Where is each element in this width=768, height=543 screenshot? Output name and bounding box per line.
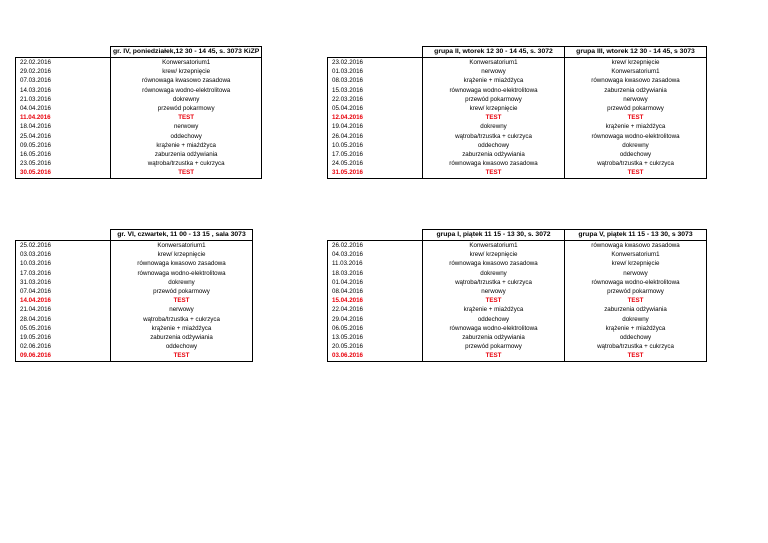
topic-cell: równowaga wodno-elektrolitowa — [111, 86, 262, 95]
schedule-block-monday — [15, 46, 262, 179]
topic-cell: zaburzenia odżywiania — [423, 333, 565, 342]
table-row — [16, 122, 262, 131]
table-row — [328, 351, 707, 361]
table-row — [16, 104, 262, 113]
topic-cell: TEST — [565, 168, 707, 178]
table-row — [328, 159, 707, 168]
date-cell: 23.02.2016 — [328, 58, 423, 68]
table-row — [16, 278, 253, 287]
topic-cell: dokrewny — [111, 278, 253, 287]
table-row — [16, 305, 253, 314]
date-cell: 16.05.2016 — [16, 150, 111, 159]
header-row — [328, 47, 707, 58]
date-cell: 29.04.2016 — [328, 315, 423, 324]
topic-cell: TEST — [423, 168, 565, 178]
table-row — [328, 150, 707, 159]
date-cell: 23.05.2016 — [16, 159, 111, 168]
header-blank-cell — [16, 230, 111, 241]
date-cell: 17.03.2016 — [16, 269, 111, 278]
topic-cell: TEST — [423, 113, 565, 122]
table-row — [328, 342, 707, 351]
table-row — [16, 259, 253, 268]
table-row — [16, 67, 262, 76]
date-cell: 05.04.2016 — [328, 104, 423, 113]
header-blank-cell — [16, 47, 111, 58]
topic-cell: TEST — [111, 113, 262, 122]
topic-cell: dokrewny — [565, 315, 707, 324]
table-row — [328, 241, 707, 251]
header-row — [16, 230, 253, 241]
topic-cell: TEST — [111, 296, 253, 305]
topic-cell: przewód pokarmowy — [111, 287, 253, 296]
topic-cell: Konwersatorium1 — [423, 58, 565, 68]
table-row — [16, 159, 262, 168]
date-cell: 09.05.2016 — [16, 141, 111, 150]
header-blank-cell — [328, 230, 423, 241]
date-cell: 06.05.2016 — [328, 324, 423, 333]
date-cell: 22.02.2016 — [16, 58, 111, 68]
table-row — [328, 76, 707, 85]
topic-cell: oddechowy — [111, 132, 262, 141]
topic-cell: przewód pokarmowy — [423, 95, 565, 104]
table-row — [328, 259, 707, 268]
topic-cell: oddechowy — [423, 141, 565, 150]
table-row — [328, 287, 707, 296]
topic-cell: Konwersatorium1 — [565, 250, 707, 259]
table-row — [16, 296, 253, 305]
date-cell: 19.05.2016 — [16, 333, 111, 342]
table-row — [16, 287, 253, 296]
topic-cell: TEST — [423, 296, 565, 305]
schedule-body — [328, 230, 707, 362]
header-row — [16, 47, 262, 58]
topic-cell: równowaga wodno-elektrolitowa — [565, 278, 707, 287]
table-row — [16, 76, 262, 85]
topic-cell: TEST — [111, 351, 253, 361]
table-row — [328, 132, 707, 141]
topic-cell: krążenie + miażdżyca — [111, 324, 253, 333]
date-cell: 25.04.2016 — [16, 132, 111, 141]
date-cell: 26.02.2016 — [328, 241, 423, 251]
topic-cell: oddechowy — [565, 150, 707, 159]
topic-cell: oddechowy — [423, 315, 565, 324]
date-cell: 08.04.2016 — [328, 287, 423, 296]
table-row — [16, 333, 253, 342]
date-cell: 21.03.2016 — [16, 95, 111, 104]
table-row — [328, 333, 707, 342]
topic-cell: przewód pokarmowy — [111, 104, 262, 113]
table-row — [328, 67, 707, 76]
topic-cell: dokrewny — [111, 95, 262, 104]
topic-cell: równowaga kwasowo zasadowa — [423, 159, 565, 168]
date-cell: 15.04.2016 — [328, 296, 423, 305]
date-cell: 11.03.2016 — [328, 259, 423, 268]
topic-cell: równowaga wodno-elektrolitowa — [423, 86, 565, 95]
topic-cell: Konwersatorium1 — [111, 58, 262, 68]
topic-cell: wątroba/trzustka + cukrzyca — [111, 159, 262, 168]
group-header: grupa V, piątek 11 15 - 13 30, s 3073 — [565, 230, 707, 241]
topic-cell: równowaga kwasowo zasadowa — [111, 76, 262, 85]
table-row — [16, 58, 262, 68]
date-cell: 04.03.2016 — [328, 250, 423, 259]
date-cell: 13.05.2016 — [328, 333, 423, 342]
topic-cell: równowaga kwasowo zasadowa — [565, 76, 707, 85]
topic-cell: przewód pokarmowy — [565, 287, 707, 296]
topic-cell: zaburzenia odżywiania — [111, 333, 253, 342]
date-cell: 31.05.2016 — [328, 168, 423, 178]
table-row — [16, 342, 253, 351]
group-header: grupa II, wtorek 12 30 - 14 45, s. 3072 — [423, 47, 565, 58]
date-cell: 20.05.2016 — [328, 342, 423, 351]
topic-cell: równowaga kwasowo zasadowa — [423, 259, 565, 268]
table-row — [328, 315, 707, 324]
table-row — [16, 141, 262, 150]
date-cell: 05.05.2016 — [16, 324, 111, 333]
topic-cell: wątroba/trzustka + cukrzyca — [565, 159, 707, 168]
date-cell: 07.04.2016 — [16, 287, 111, 296]
date-cell: 30.05.2016 — [16, 168, 111, 178]
schedule-block-thursday — [15, 229, 253, 362]
date-cell: 29.02.2016 — [16, 67, 111, 76]
topic-cell: nerwowy — [423, 287, 565, 296]
table-row — [328, 296, 707, 305]
topic-cell: krew/ krzepnięcie — [111, 250, 253, 259]
table-row — [16, 132, 262, 141]
topic-cell: zaburzenia odżywiania — [111, 150, 262, 159]
header-row — [328, 230, 707, 241]
date-cell: 18.04.2016 — [16, 122, 111, 131]
group-header: gr. IV, poniedziałek,12 30 - 14 45, s. 3073 KiZP — [111, 47, 262, 58]
table-row — [16, 315, 253, 324]
topic-cell: krążenie + miażdżyca — [565, 324, 707, 333]
date-cell: 02.06.2016 — [16, 342, 111, 351]
table-row — [16, 250, 253, 259]
group-header: gr. VI, czwartek, 11 00 - 13 15 , sala 3073 — [111, 230, 253, 241]
date-cell: 15.03.2016 — [328, 86, 423, 95]
topic-cell: TEST — [565, 351, 707, 361]
date-cell: 24.05.2016 — [328, 159, 423, 168]
topic-cell: TEST — [565, 113, 707, 122]
topic-cell: krążenie + miażdżyca — [423, 305, 565, 314]
date-cell: 11.04.2016 — [16, 113, 111, 122]
topic-cell: wątroba/trzustka + cukrzyca — [423, 278, 565, 287]
schedule-body — [16, 230, 253, 362]
topic-cell: równowaga kwasowo zasadowa — [565, 241, 707, 251]
date-cell: 21.04.2016 — [16, 305, 111, 314]
table-row — [16, 324, 253, 333]
topic-cell: wątroba/trzustka + cukrzyca — [111, 315, 253, 324]
schedule-block-tuesday — [327, 46, 707, 179]
date-cell: 07.03.2016 — [16, 76, 111, 85]
date-cell: 19.04.2016 — [328, 122, 423, 131]
topic-cell: krew/ krzepnięcie — [565, 259, 707, 268]
topic-cell: nerwowy — [111, 305, 253, 314]
topic-cell: przewód pokarmowy — [423, 342, 565, 351]
date-cell: 10.03.2016 — [16, 259, 111, 268]
topic-cell: krew/ krzepnięcie — [423, 104, 565, 113]
schedule-body — [328, 47, 707, 179]
table-row — [16, 113, 262, 122]
topic-cell: krążenie + miażdżyca — [565, 122, 707, 131]
topic-cell: Konwersatorium1 — [565, 67, 707, 76]
date-cell: 04.04.2016 — [16, 104, 111, 113]
topic-cell: równowaga wodno-elektrolitowa — [423, 324, 565, 333]
topic-cell: zaburzenia odżywiania — [423, 150, 565, 159]
table-row — [328, 104, 707, 113]
date-cell: 10.05.2016 — [328, 141, 423, 150]
table-row — [16, 168, 262, 178]
date-cell: 09.06.2016 — [16, 351, 111, 361]
topic-cell: TEST — [565, 296, 707, 305]
date-cell: 28.04.2016 — [16, 315, 111, 324]
topic-cell: krew/ krzepnięcie — [111, 67, 262, 76]
topic-cell: zaburzenia odżywiania — [565, 86, 707, 95]
date-cell: 25.02.2016 — [16, 241, 111, 251]
table-row — [328, 324, 707, 333]
table-row — [16, 351, 253, 361]
topic-cell: nerwowy — [423, 67, 565, 76]
date-cell: 22.04.2016 — [328, 305, 423, 314]
date-cell: 03.03.2016 — [16, 250, 111, 259]
topic-cell: wątroba/trzustka + cukrzyca — [423, 132, 565, 141]
topic-cell: dokrewny — [565, 141, 707, 150]
topic-cell: równowaga kwasowo zasadowa — [111, 259, 253, 268]
header-blank-cell — [328, 47, 423, 58]
table-row — [328, 86, 707, 95]
topic-cell: Konwersatorium1 — [423, 241, 565, 251]
topic-cell: oddechowy — [565, 333, 707, 342]
topic-cell: wątroba/trzustka + cukrzyca — [565, 342, 707, 351]
topic-cell: nerwowy — [565, 95, 707, 104]
topic-cell: krążenie + miażdżyca — [423, 76, 565, 85]
table-row — [328, 168, 707, 178]
table-row — [16, 269, 253, 278]
topic-cell: zaburzenia odżywiania — [565, 305, 707, 314]
topic-cell: nerwowy — [111, 122, 262, 131]
schedule-block-friday — [327, 229, 707, 362]
table-row — [328, 269, 707, 278]
table-row — [328, 305, 707, 314]
group-header: grupa I, piątek 11 15 - 13 30, s. 3072 — [423, 230, 565, 241]
date-cell: 17.05.2016 — [328, 150, 423, 159]
topic-cell: krew/ krzepnięcie — [565, 58, 707, 68]
table-row — [328, 141, 707, 150]
topic-cell: TEST — [423, 351, 565, 361]
table-row — [16, 95, 262, 104]
date-cell: 14.03.2016 — [16, 86, 111, 95]
date-cell: 08.03.2016 — [328, 76, 423, 85]
date-cell: 12.04.2016 — [328, 113, 423, 122]
date-cell: 26.04.2016 — [328, 132, 423, 141]
topic-cell: przewód pokarmowy — [565, 104, 707, 113]
date-cell: 22.03.2016 — [328, 95, 423, 104]
topic-cell: równowaga wodno-elektrolitowa — [111, 269, 253, 278]
table-row — [328, 122, 707, 131]
topic-cell: dokrewny — [423, 122, 565, 131]
table-row — [328, 113, 707, 122]
topic-cell: krążenie + miażdżyca — [111, 141, 262, 150]
table-row — [328, 95, 707, 104]
table-row — [16, 86, 262, 95]
topic-cell: równowaga wodno-elektrolitowa — [565, 132, 707, 141]
topic-cell: Konwersatorium1 — [111, 241, 253, 251]
table-row — [16, 241, 253, 251]
table-row — [328, 250, 707, 259]
group-header: grupa III, wtorek 12 30 - 14 45, s 3073 — [565, 47, 707, 58]
topic-cell: dokrewny — [423, 269, 565, 278]
date-cell: 01.03.2016 — [328, 67, 423, 76]
table-row — [328, 278, 707, 287]
date-cell: 31.03.2016 — [16, 278, 111, 287]
table-row — [328, 58, 707, 68]
date-cell: 14.04.2016 — [16, 296, 111, 305]
topic-cell: krew/ krzepnięcie — [423, 250, 565, 259]
topic-cell: oddechowy — [111, 342, 253, 351]
date-cell: 18.03.2016 — [328, 269, 423, 278]
topic-cell: TEST — [111, 168, 262, 178]
table-row — [16, 150, 262, 159]
topic-cell: nerwowy — [565, 269, 707, 278]
schedule-body — [16, 47, 262, 179]
date-cell: 01.04.2016 — [328, 278, 423, 287]
date-cell: 03.06.2016 — [328, 351, 423, 361]
